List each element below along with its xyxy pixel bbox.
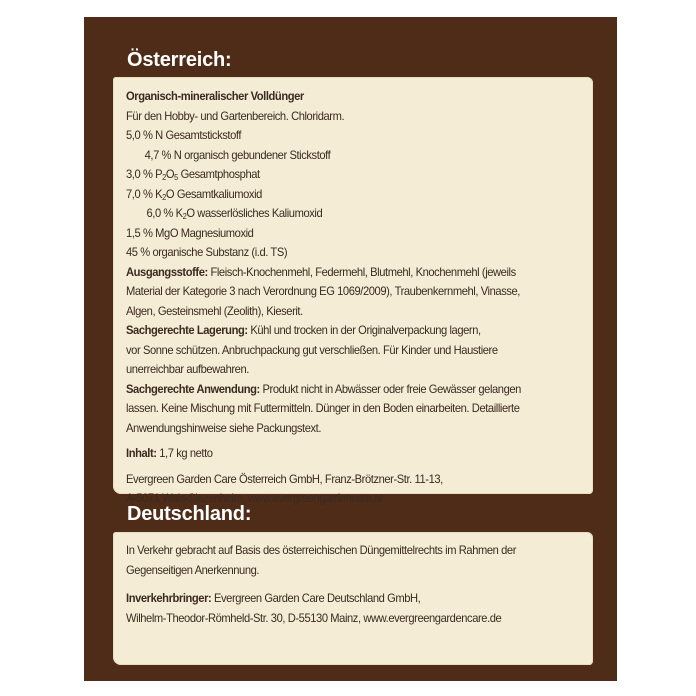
germany-text-block: [113, 532, 559, 628]
ausgangsstoffe-line1: Ausgangsstoffe: Fleisch-Knochenmehl, Federmehl, Blutmehl, Knochenmehl (jeweils: [126, 264, 516, 279]
organic-substance: 45 % organische Substanz (i.d. TS): [126, 245, 288, 259]
inhalt: Inhalt: 1,7 kg netto: [126, 446, 213, 460]
austria-text-block: [113, 77, 559, 509]
anwendung-line3: Anwendungshinweise siehe Packungstext.: [126, 420, 322, 435]
inverkehrbringer-line1: Inverkehrbringer: Evergreen Garden Care Deutschland GmbH,: [126, 591, 421, 605]
lagerung-line2: vor Sonne schützen. Anbruchpackung gut verschließen. Für Kinder und Haustiere: [126, 342, 498, 357]
product-title: Organisch-mineralischer Volldünger: [126, 89, 304, 103]
basis-line2: Gegenseitigen Anerkennung.: [126, 563, 260, 577]
nutrient-mgo: 1,5 % MgO Magnesiumoxid: [126, 225, 254, 240]
nutrient-k-soluble: 6,0 % $K_2O$ wasserlösliches Kaliumoxid: [146, 206, 323, 221]
inverkehrbringer-line2: Wilhelm-Theodor-Römheld-Str. 30, D-55130 Mainz, www.evergreengardencare.de: [126, 611, 502, 625]
ausgangsstoffe-line2: Material der Kategorie 3 nach Verordnung EG 1069/2009), Traubenkernmehl, Vinasse,: [126, 284, 520, 298]
lagerung-line1: Sachgerechte Lagerung: Kühl und trocken in der Originalverpackung lagern,: [126, 323, 481, 337]
anwendung-line1: Sachgerechte Anwendung: Produkt nicht in Abwässer oder freie Gewässer gelangen: [126, 381, 521, 396]
address-austria-line1: Evergreen Garden Care Österreich GmbH, Franz-Brötzner-Str. 11-13,: [126, 471, 443, 486]
anwendung-line2: lassen. Keine Mischung mit Futtermitteln. Dünger in den Boden einarbeiten. Detaillierte: [126, 401, 520, 415]
ausgangsstoffe-line3: Algen, Gesteinsmehl (Zeolith), Kieserit.: [126, 303, 303, 318]
address-austria-line2: A-5071 Wals-Siezenheim, www.evergreengardencare.at: [126, 491, 383, 505]
austria-panel: [113, 77, 593, 505]
label-background: [84, 17, 617, 681]
basis-line1: In Verkehr gebracht auf Basis des österreichischen Düngemittelrechts im Rahmen der: [126, 543, 516, 557]
product-intro: Für den Hobby- und Gartenbereich. Chloridarm.: [126, 108, 345, 123]
nutrient-n-total: 5,0 % N Gesamtstickstoff: [126, 128, 242, 142]
germany-panel: [113, 532, 593, 665]
germany-heading: Deutschland:: [127, 503, 252, 525]
nutrient-p: 3,0 % $P_2O_5$ Gesamtphosphat: [126, 167, 260, 182]
nutrient-n-organic: 4,7 % N organisch gebundener Stickstoff: [144, 147, 331, 162]
austria-heading: Österreich:: [127, 49, 232, 71]
nutrient-k: 7,0 % $K_2O$ Gesamtkaliumoxid: [126, 186, 262, 202]
lagerung-line3: unerreichbar aufbewahren.: [126, 362, 249, 376]
